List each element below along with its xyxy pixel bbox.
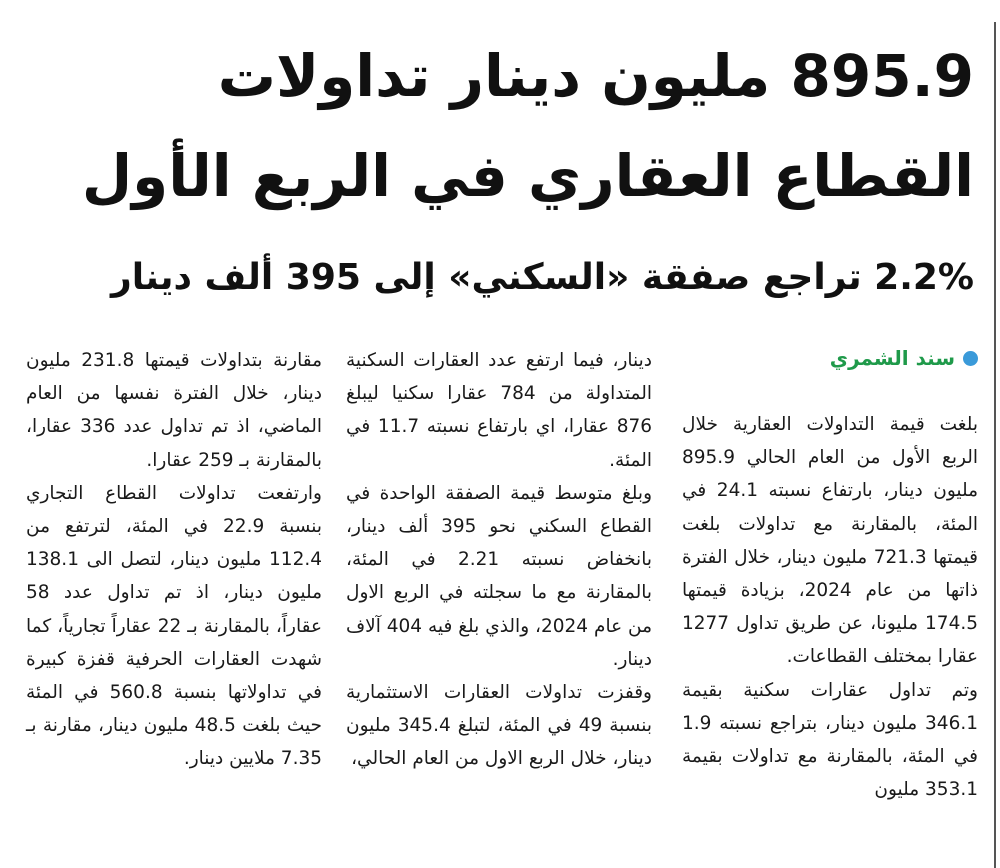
headline: 895.9 مليون دينار تداولات القطاع العقاري في الربع الأول — [81, 42, 974, 210]
text-column-3 — [26, 344, 322, 776]
paragraph: وتم تداول عقارات سكنية بقيمة 346.1 مليون دينار، بتراجع نسبته 1.9 في المئة، بالمقارنة مع تداولات بقيمة 353.1 مليون — [682, 679, 978, 801]
paragraph: وارتفعت تداولات القطاع التجاري بنسبة 22.9 في المئة، لترتفع من 112.4 مليون دينار، لتصل الى 138.1 مليون دينار، اذ تم تداول عدد 58 عقاراً، بالمقارنة بـ 22 عقاراً تجارياً، كما شهدت العقارات الحرفية قفزة كبيرة في تداولاتها بنسبة 560.8 في المئة حيث بلغت 48.5 مليون دينار، مقارنة بـ 7.35 ملايين دينار. — [26, 482, 323, 770]
paragraph: بلغت قيمة التداولات العقارية خلال الربع الأول من العام الحالي 895.9 مليون دينار، بارتفاع نسبته 24.1 في المئة، بالمقارنة مع تداولات بلغت قيمتها 721.3 مليون دينار، خلال الفترة ذاتها من عام 2024، بزيادة قيمتها 174.5 مليونا، عن طريق تداول 1277 عقارا بمختلف القطاعات. — [682, 414, 979, 668]
author-name: سند الشمري — [829, 346, 955, 370]
text-column-1 — [682, 408, 978, 806]
text-column-2 — [346, 344, 652, 776]
byline — [678, 343, 978, 373]
bullet-dot-icon — [963, 351, 978, 366]
paragraph: وقفزت تداولات العقارات الاستثمارية بنسبة 49 في المئة، لتبلغ 345.4 مليون دينار، خلال الربع الاول من العام الحالي، — [346, 682, 652, 770]
subheadline: 2.2% تراجع صفقة «السكني» إلى 395 ألف دينار — [111, 257, 974, 298]
paragraph: دينار، فيما ارتفع عدد العقارات السكنية المتداولة من 784 عقارا سكنيا ليبلغ 876 عقارا، اي بارتفاع نسبته 11.7 في المئة. — [346, 350, 652, 471]
column-rule — [994, 22, 996, 868]
paragraph: وبلغ متوسط قيمة الصفقة الواحدة في القطاع السكني نحو 395 ألف دينار، بانخفاض نسبته 2.21 في المئة، بالمقارنة مع ما سجلته في الربع الاول من عام 2024، والذي بلغ فيه 404 آلاف دينار. — [346, 482, 653, 670]
paragraph: مقارنة بتداولات قيمتها 231.8 مليون دينار، خلال الفترة نفسها من العام الماضي، اذ تم تداول عدد 336 عقارا، بالمقارنة بـ 259 عقارا. — [26, 350, 322, 471]
